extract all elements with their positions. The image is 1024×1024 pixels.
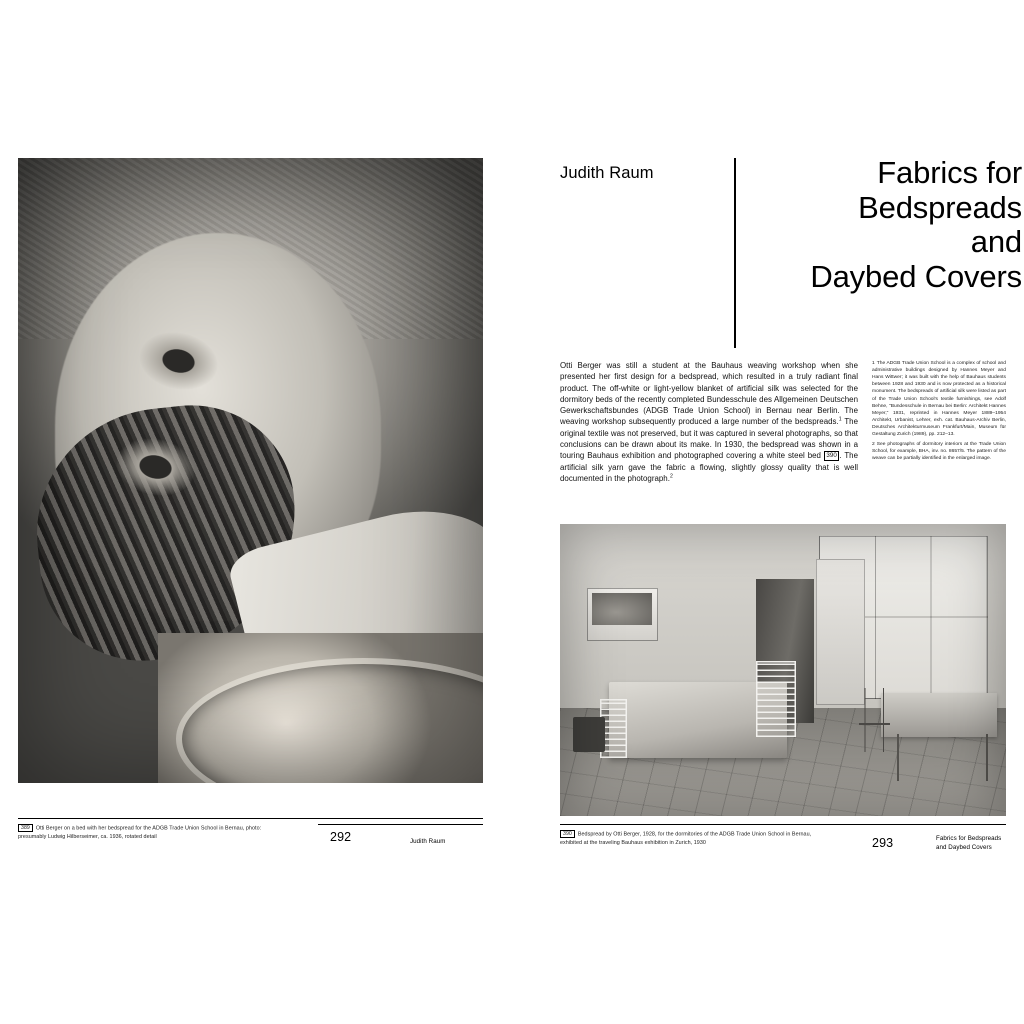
- right-page: [536, 155, 1022, 864]
- body-text: [560, 360, 858, 484]
- photo-shape-hair: [24, 395, 309, 671]
- footnote-1-number: 1: [872, 361, 875, 366]
- title-block: [560, 155, 1022, 348]
- photo-shape-head: [55, 233, 381, 621]
- photo-shape-collar: [226, 490, 483, 713]
- left-running-head: Judith Raum: [410, 838, 446, 845]
- right-folio: 293: [872, 836, 894, 850]
- page-title-line-3: and: [970, 224, 1022, 260]
- figure-389-caption-text: Otti Berger on a bed with her bedspread for the ADGB Trade Union School in Bernau, photo: presumably Ludwig Hilberseimer, ca. 1936, rotated detail: [18, 825, 262, 840]
- page-title-line-2: Bedspreads: [858, 189, 1022, 225]
- body-footnote-ref-2: 2: [669, 473, 673, 480]
- figure-390-caption-text: Bedspread by Otti Berger, 1928, for the dormitories of the ADGB Trade Union School in Bernau, exhibited at the traveling Bauhaus exhibition in Zurich, 1930: [560, 831, 812, 846]
- figure-389-caption: [18, 824, 276, 841]
- figure-390-number: 390: [560, 830, 575, 838]
- body-text-part-2: The original textile was not preserved, but it was captured in several photographs, so that conclusions can be drawn about its make. In 1930, the bedspread was shown in a touring Bauhaus exhibition and photographed covering a white steel bed: [560, 417, 858, 461]
- title-divider-rule: [734, 158, 736, 348]
- page-title-line-4: Daybed Covers: [810, 259, 1022, 295]
- author-name: Judith Raum: [560, 164, 654, 182]
- footnote-1-text: The ADGB Trade Union School is a complex of school and administrative buildings designed by Hannes Meyer and Hans Wittwer; it was built with the help of Bauhaus students between 1928 and 1930 and is now protected as a historical monument. The bedspreads of artificial silk were listed as part of the Trade Union School's textile furnishings, see Adolf Behne, "Bundesschule in Bernau bei Berlin: Architekt Hannes Meyer," 1931, reprinted in Hannes Meyer 1889–1954 Architekt, Urbanist, Lehrer, exh. cat. Bauhaus-Archiv Berlin, Deutsches Architekturmuseum Frankfurt/Main, Museum für Gestaltung Zurich (1989), pp. 212–13.: [872, 361, 1006, 438]
- left-folio-rule: [318, 824, 483, 825]
- body-text-part-1: Otti Berger was still a student at the Bauhaus weaving workshop when she presented her first design for a bedspread, which resulted in a truly radiant final product. The off-white or light-yellow blanket of artificial silk was selected for the dormitory beds of the recently completed Bundesschule des Allgemeinen Deutschen Gewerkschaftsbundes (ADGB Trade Union School) in Bernau near Berlin. The weaving workshop subsequently produced a large number of the bedspreads.: [560, 361, 858, 427]
- right-running-head: Fabrics for Bedspreads and Daybed Covers: [936, 835, 1002, 852]
- figure-389-number: 389: [18, 824, 33, 832]
- left-folio: 292: [330, 830, 352, 844]
- photo-texture-pillow: [18, 158, 483, 339]
- photo-vignette: [18, 158, 483, 783]
- photo-shape-eye-upper: [134, 325, 223, 396]
- photo-shape-eye-lower: [111, 432, 200, 503]
- footnotes-column: [872, 360, 1006, 466]
- inline-figure-reference-390: 390: [824, 451, 839, 461]
- body-footnote-ref-1: 1: [838, 416, 842, 423]
- photo-shape-bedspread-pattern: [176, 658, 483, 783]
- body-text-part-3: . The artificial silk yarn gave the fabric a flowing, slightly glossy quality that is well documented in the photograph.: [560, 451, 858, 483]
- photo-vignette-room: [560, 524, 1006, 816]
- footnote-1: [872, 360, 1006, 438]
- footnote-2-number: 2: [872, 442, 875, 448]
- left-page: [18, 158, 488, 864]
- page-title-line-1: Fabrics for: [877, 155, 1022, 190]
- footnote-2-text: See photographs of dormitory interiors at the Trade Union School, for example, BHA, inv. no. 8657/5. The pattern of the weave can be partially identified in the enlarged image.: [872, 442, 1006, 462]
- photo-shape-bedspread: [158, 633, 484, 783]
- left-caption-rule: [18, 818, 483, 819]
- right-caption-rule: [560, 824, 1006, 825]
- page-title: [746, 156, 1022, 295]
- figure-390-image: [560, 524, 1006, 816]
- footnote-2: [872, 441, 1006, 462]
- figure-390-caption: [560, 830, 832, 847]
- figure-389-image: [18, 158, 483, 783]
